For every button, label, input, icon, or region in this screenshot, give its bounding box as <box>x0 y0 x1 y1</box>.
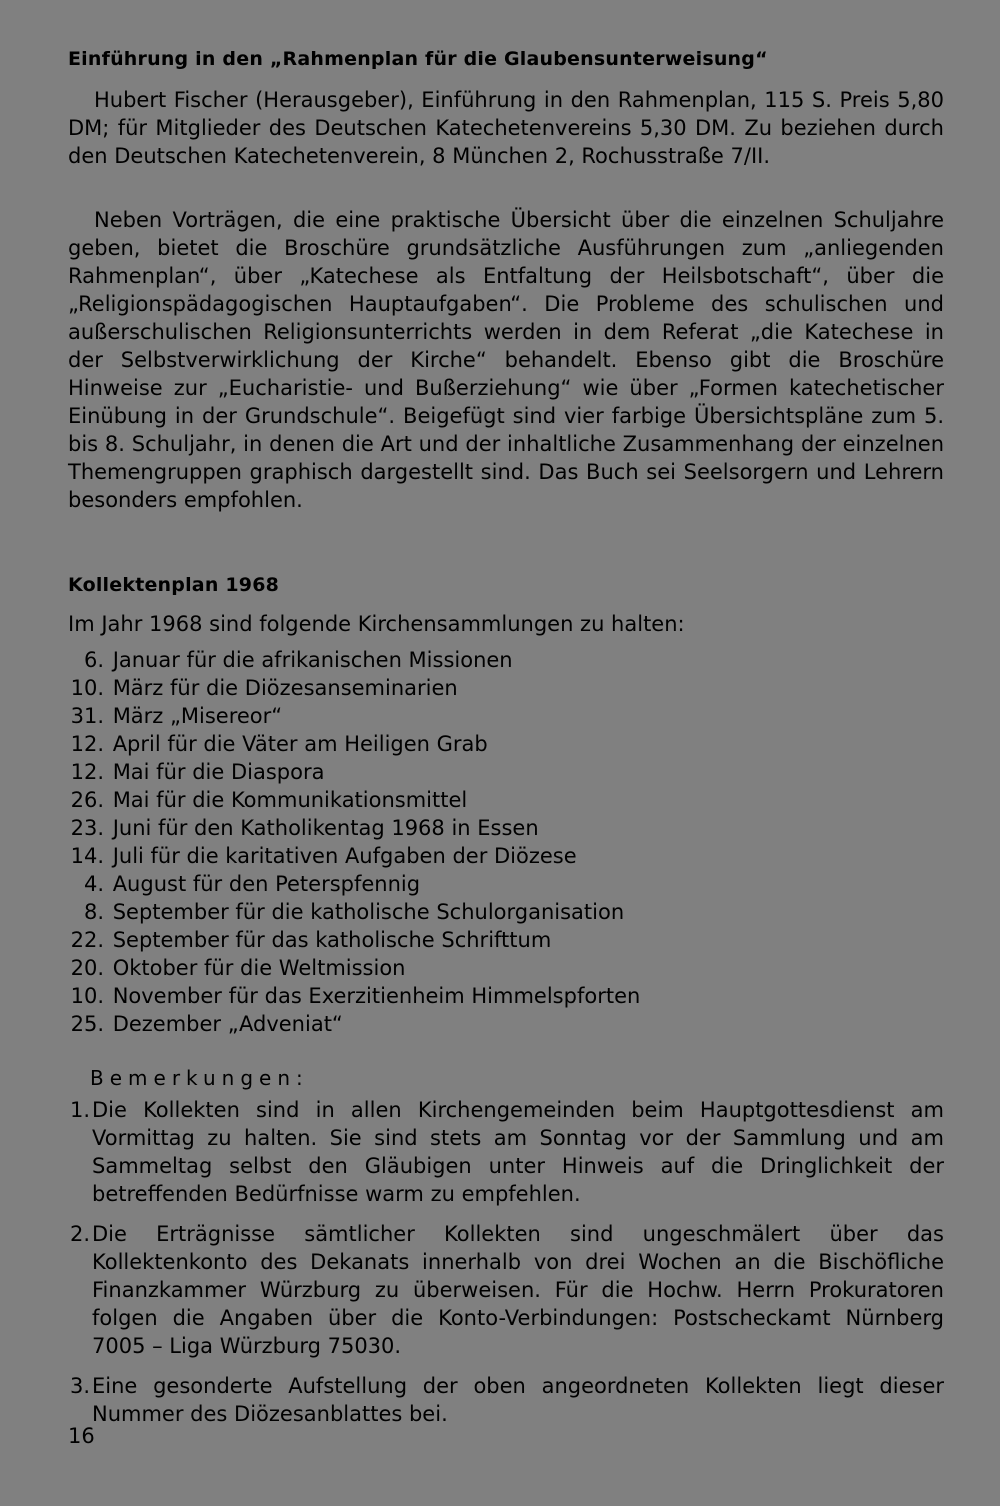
section-heading-kollektenplan: Kollektenplan 1968 <box>68 574 280 596</box>
list-item <box>68 1010 640 1038</box>
collection-date-day: 31. <box>70 704 104 728</box>
collection-intro: Im Jahr 1968 sind folgende Kirchensammlungen zu halten: <box>68 612 685 636</box>
remark-number: 1. <box>69 1098 90 1122</box>
collection-text: Mai für die Kommunikationsmittel <box>112 788 468 812</box>
collection-text: Juli für die karitativen Aufgaben der Diözese <box>112 844 577 868</box>
list-item <box>68 730 640 758</box>
collection-text: Oktober für die Weltmission <box>112 956 406 980</box>
collection-date-day: 25. <box>70 1012 104 1036</box>
collection-date-day: 12. <box>70 760 104 784</box>
list-item <box>68 814 640 842</box>
collection-date-day: 4. <box>83 872 104 896</box>
book-reference-paragraph: Hubert Fischer (Herausgeber), Einführung in den Rahmenplan, 115 S. Preis 5,80 DM; für Mitglieder des Deutschen Katechetenvereins 5,30 DM. Zu beziehen durch den Deutschen Katechetenverein, 8 München 2, Rochusstraße 7/II. <box>68 88 944 168</box>
list-item <box>68 674 640 702</box>
list-item <box>68 786 640 814</box>
collection-text: November für das Exerzitienheim Himmelspforten <box>112 984 641 1008</box>
collection-date-day: 26. <box>70 788 104 812</box>
collection-text: März „Misereor“ <box>112 704 283 728</box>
list-item <box>68 982 640 1010</box>
collection-date-day: 10. <box>70 984 104 1008</box>
remark-number: 3. <box>69 1374 90 1398</box>
remark-text: Die Erträgnisse sämtlicher Kollekten sind ungeschmälert über das Kollektenkonto des Dekanats innerhalb von drei Wochen an die Bischöfliche Finanzkammer Würzburg zu überweisen. Für die Hochw. Herrn Prokuratoren folgen die Angaben über die Konto-Verbindungen: Postscheckamt Nürnberg 7005 – Liga Würzburg 75030. <box>92 1222 944 1358</box>
list-item <box>68 926 640 954</box>
remark-number: 2. <box>69 1222 90 1246</box>
collection-date-day: 10. <box>70 676 104 700</box>
list-item <box>68 898 640 926</box>
remarks-heading: Bemerkungen: <box>90 1066 309 1090</box>
list-item <box>68 842 640 870</box>
list-item <box>68 646 640 674</box>
collection-date-day: 22. <box>70 928 104 952</box>
remark-text: Die Kollekten sind in allen Kirchengemeinden beim Hauptgottesdienst am Vormittag zu halten. Sie sind stets am Sonntag vor der Sammlung und am Sammeltag selbst den Gläubigen unter Hinweis auf die Dringlichkeit der betreffenden Bedürfnisse warm zu empfehlen. <box>92 1098 944 1206</box>
remark-text: Eine gesonderte Aufstellung der oben angeordneten Kollekten liegt dieser Nummer des Diözesanblattes bei. <box>92 1374 944 1426</box>
collection-text: Juni für den Katholikentag 1968 in Essen <box>112 816 539 840</box>
collection-text: März für die Diözesanseminarien <box>112 676 458 700</box>
collection-text: Dezember „Adveniat“ <box>112 1012 343 1036</box>
list-item <box>68 954 640 982</box>
section-heading-rahmenplan: Einführung in den „Rahmenplan für die Glaubensunterweisung“ <box>68 48 768 70</box>
remark-item <box>60 1372 944 1428</box>
collection-list <box>68 646 640 1038</box>
list-item <box>68 758 640 786</box>
collection-date-day: 6. <box>83 648 104 672</box>
page-number: 16 <box>68 1424 95 1448</box>
collection-text: September für das katholische Schrifttum <box>112 928 552 952</box>
collection-date-day: 12. <box>70 732 104 756</box>
collection-text: August für den Peterspfennig <box>112 872 421 896</box>
list-item <box>68 870 640 898</box>
remark-item <box>60 1220 944 1360</box>
collection-text: Mai für die Diaspora <box>112 760 325 784</box>
remark-item <box>60 1096 944 1208</box>
collection-text: April für die Väter am Heiligen Grab <box>112 732 488 756</box>
collection-text: Januar für die afrikanischen Missionen <box>112 648 513 672</box>
list-item <box>68 702 640 730</box>
collection-date-day: 14. <box>70 844 104 868</box>
book-review-paragraph: Neben Vorträgen, die eine praktische Übersicht über die einzelnen Schuljahre geben, bietet die Broschüre grundsätzliche Ausführungen zum „anliegenden Rahmenplan“, über „Katechese als Entfaltung der Heilsbotschaft“, über die „Religionspädagogischen Hauptaufgaben“. Die Probleme des schulischen und außerschulischen Religionsunterrichts werden in dem Referat „die Katechese in der Selbstverwirklichung der Kirche“ behandelt. Ebenso gibt die Broschüre Hinweise zur „Eucharistie- und Bußerziehung“ wie über „Formen katechetischer Einübung in der Grundschule“. Beigefügt sind vier farbige Übersichtspläne zum 5. bis 8. Schuljahr, in denen die Art und der inhaltliche Zusammenhang der einzelnen Themengruppen graphisch dargestellt sind. Das Buch sei Seelsorgern und Lehrern besonders empfohlen. <box>68 208 944 512</box>
collection-date-day: 23. <box>70 816 104 840</box>
collection-date-day: 8. <box>83 900 104 924</box>
collection-date-day: 20. <box>70 956 104 980</box>
collection-text: September für die katholische Schulorganisation <box>112 900 625 924</box>
